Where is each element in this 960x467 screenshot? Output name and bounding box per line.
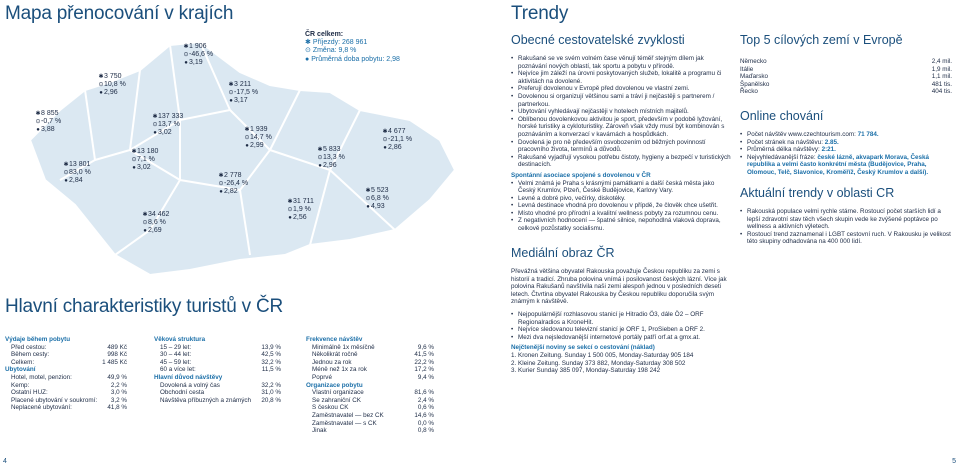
online-list: • Počet návštěv www.czechtourism.com: 71 784. • Počet stránek na návštěvu: 2.85. • Průměrná délka návštěvy: 2:21. • Nejvyhledávanější fráze: české lázně, akvapark Morava, Česká republika a velmi často konkrétní města (Budějovice, Praha, Olomouc, Telč, Slavonice, Kroměříž, Český Krumlov a další). bbox=[740, 131, 952, 177]
table-row: Německo 2,4 mil. bbox=[740, 58, 952, 65]
age-block: Věková struktura 15 – 29 let: 13,9 % 30 – 44 let: 42,5 % 45 – 59 let: 32,2 % 60 a více let: 11,5 % Hlavní důvod návštěvy Dovolená a volný čas 32,2 % Obchodní cesta 31,0 % Návštěva příbuzných a známých 20,8 % bbox=[154, 336, 281, 404]
region-label: ✱2 778 ⊙-26,4 % ●2,82 bbox=[218, 172, 249, 196]
region-label: ✱5 833 ⊙13,3 % ●2,96 bbox=[317, 146, 345, 170]
region-label: ✱34 462 ⊙8,6 % ●2,69 bbox=[142, 211, 170, 235]
region-label: ✱13 801 ⊙83,0 % ●2,84 bbox=[63, 161, 91, 185]
media-title: Mediální obraz ČR bbox=[511, 246, 615, 260]
region-label: ✱8 855 ⊙-0,7 % ●3,88 bbox=[35, 110, 62, 134]
region-label: ✱1 906 ⊙-46,6 % ●3,19 bbox=[183, 43, 214, 67]
general-habits-title: Obecné cestovatelské zvyklosti bbox=[511, 33, 685, 47]
media-list: Převážná většina obyvatel Rakouska považuje Českou republiku za zemi s historií a tradicí. Zhruba polovina vnímá i posilovanost českých lázní. Více jak polovina Rakušanů navštívila naši zemi alespoň jednou v posledních deseti letech. Čtvrtina obyvatel Rakouska by Českou republiku doporučila svým známým k návštěvě. • Nejpopulárnější rozhlasovou stanicí je Hitradio Ö3, dále Ö2 – ORF Regionalradios a KroneHit. • Nejvíce sledovanou televizní stanicí je ORF 1, ProSieben a ORF 2. • Mezi dva nejsledovanější internetové portály patří orf.at a gmx.at. Nejčtenější noviny se sekcí o cestování (náklad) 1. Kronen Zeitung. Sunday 1 500 005, Monday-Saturday 905 184 2. Kleine Zeitung. Sunday 373 882, Monday-Saturday 308 502 3. Kurier Sunday 385 097, Monday-Saturday 198 242 bbox=[511, 268, 731, 375]
online-title: Online chování bbox=[740, 109, 824, 123]
general-habits-list: • Rakušané se ve svém volném čase věnují téměř stejným dílem jak poznávání nových oblastí, tak sportu a pobytu v přírodě. • Nejvíce jim záleží na úrovni poskytovaných služeb, lokalitě a programu či aktivitách na dovolené. • Preferují dovolenou v Evropě před dovolenou ve vlastní zemi. • Dovolenou si organizují většinou sami a tráví ji nejčastěji s partnerem / partnerkou. • Ubytování vyhledávají nejčastěji v hotelech místních majitelů. • Oblíbenou dovolenkovou aktivitou je sport, především v podobě lyžování, horské turistiky a cykloturistiky. Zároveň však vždy musí být kombinován s poznáváním a konverzací v kavárnách a hospůdkách. • Dovolená je pro ně především osvobozením od běžných povinností pracovního života, termínů a důvodů. • Rakušané vyjadřují vysokou potřebu čistoty, hygieny a bezpečí v turistických destinacích. Spontánní asociace spojené s dovolenou v ČR • Velmi známá je Praha s krásnými památkami a další česká města jako Český Krumlov, Plzeň, České Budějovice, Karlovy Vary. • Levné a dobré pivo, večírky, diskotéky. • Levná destinace vhodná pro dovolenou v přípdě, že člověk chce ušetřit. • Místo vhodné pro přírodní a kvalitní wellness pobyty za rozumnou cenu. • Z negativních hodnocení — špatné silnice, nepohodlná vlaková doprava, celkově pozůstatky socialismu. bbox=[511, 55, 731, 233]
frequency-block: Frekvence návštěv Minimálně 1x měsíčně 9,6 % Několikrát ročně 41,5 % Jednou za rok 22,2 % Méně než 1x za rok 17,2 % Poprvé 9,4 % Organizace pobytu Vlastní organizace 81,6 % Se zahraniční CK 2,4 % S českou CK 0,6 % Zaměstnavatel — bez CK 14,6 % Zaměstnavatel — s CK 0,0 % Jinak 0,8 % bbox=[306, 336, 434, 435]
czech-map bbox=[0, 30, 505, 280]
spending-block: Výdaje během pobytu Před cestou: 489 Kč Během cesty: 998 Kč Celkem: 1 485 Kč Ubytování Hotel, motel, penzion: 49,9 % Kemp: 2,2 % Ostatní HUZ: 3,0 % Placené ubytování v soukromí: 3,2 % Neplacené ubytování: 41,8 % bbox=[5, 336, 127, 412]
table-row: Itálie 1,9 mil. bbox=[740, 65, 952, 73]
region-label: ✱137 333 ⊙13,7 % ●3,02 bbox=[152, 113, 184, 137]
top5-table bbox=[740, 58, 952, 96]
page-number-right: 5 bbox=[952, 458, 956, 465]
current-trends-list: • Rakouská populace velmi rychle stárne. Rostoucí počet starších lidí a lepší zdravotní stav těch všech skupin vede ke zvýšené poptávce po wellness a aktivních výletech. • Rostoucí trend zaznamenal i LGBT cestovní ruch. V Rakousku je velikost této skupiny odhadována na 400 000 lidí. bbox=[740, 208, 952, 246]
region-label: ✱3 750 ⊙10,8 % ●2,96 bbox=[98, 73, 126, 97]
region-label: ✱13 180 ⊙7,1 % ●3,02 bbox=[131, 148, 159, 172]
page-number-left: 4 bbox=[3, 458, 7, 465]
region-label: ✱1 939 ⊙14,7 % ●2,99 bbox=[244, 126, 272, 150]
region-label: ✱4 677 ⊙-21,1 % ●2,86 bbox=[382, 128, 413, 152]
table-row: Maďarsko 1,1 mil. bbox=[740, 73, 952, 81]
characteristics-title: Hlavní charakteristiky turistů v ČR bbox=[5, 296, 284, 317]
current-trends-title: Aktuální trendy v oblasti CR bbox=[740, 186, 895, 200]
region-label: ✱5 523 ⊙6,8 % ●4,93 bbox=[365, 187, 389, 211]
trends-title: Trendy bbox=[511, 3, 569, 24]
cz-summary: ČR celkem: ✱ Příjezdy: 268 961 ⊙ Změna: 9,8 % ● Průměrná doba pobytu: 2,98 bbox=[305, 31, 400, 63]
map-title: Mapa přenocování v krajích bbox=[5, 3, 234, 24]
region-label: ✱31 711 ⊙1,9 % ●2,56 bbox=[287, 198, 314, 222]
czech-map-shape bbox=[0, 30, 505, 280]
region-label: ✱3 211 ⊙-17,5 % ●3,17 bbox=[228, 81, 259, 105]
table-row: Španělsko 481 tis. bbox=[740, 80, 952, 88]
top5-title: Top 5 cílových zemí v Evropě bbox=[740, 33, 903, 47]
table-row: Řecko 404 tis. bbox=[740, 88, 952, 96]
